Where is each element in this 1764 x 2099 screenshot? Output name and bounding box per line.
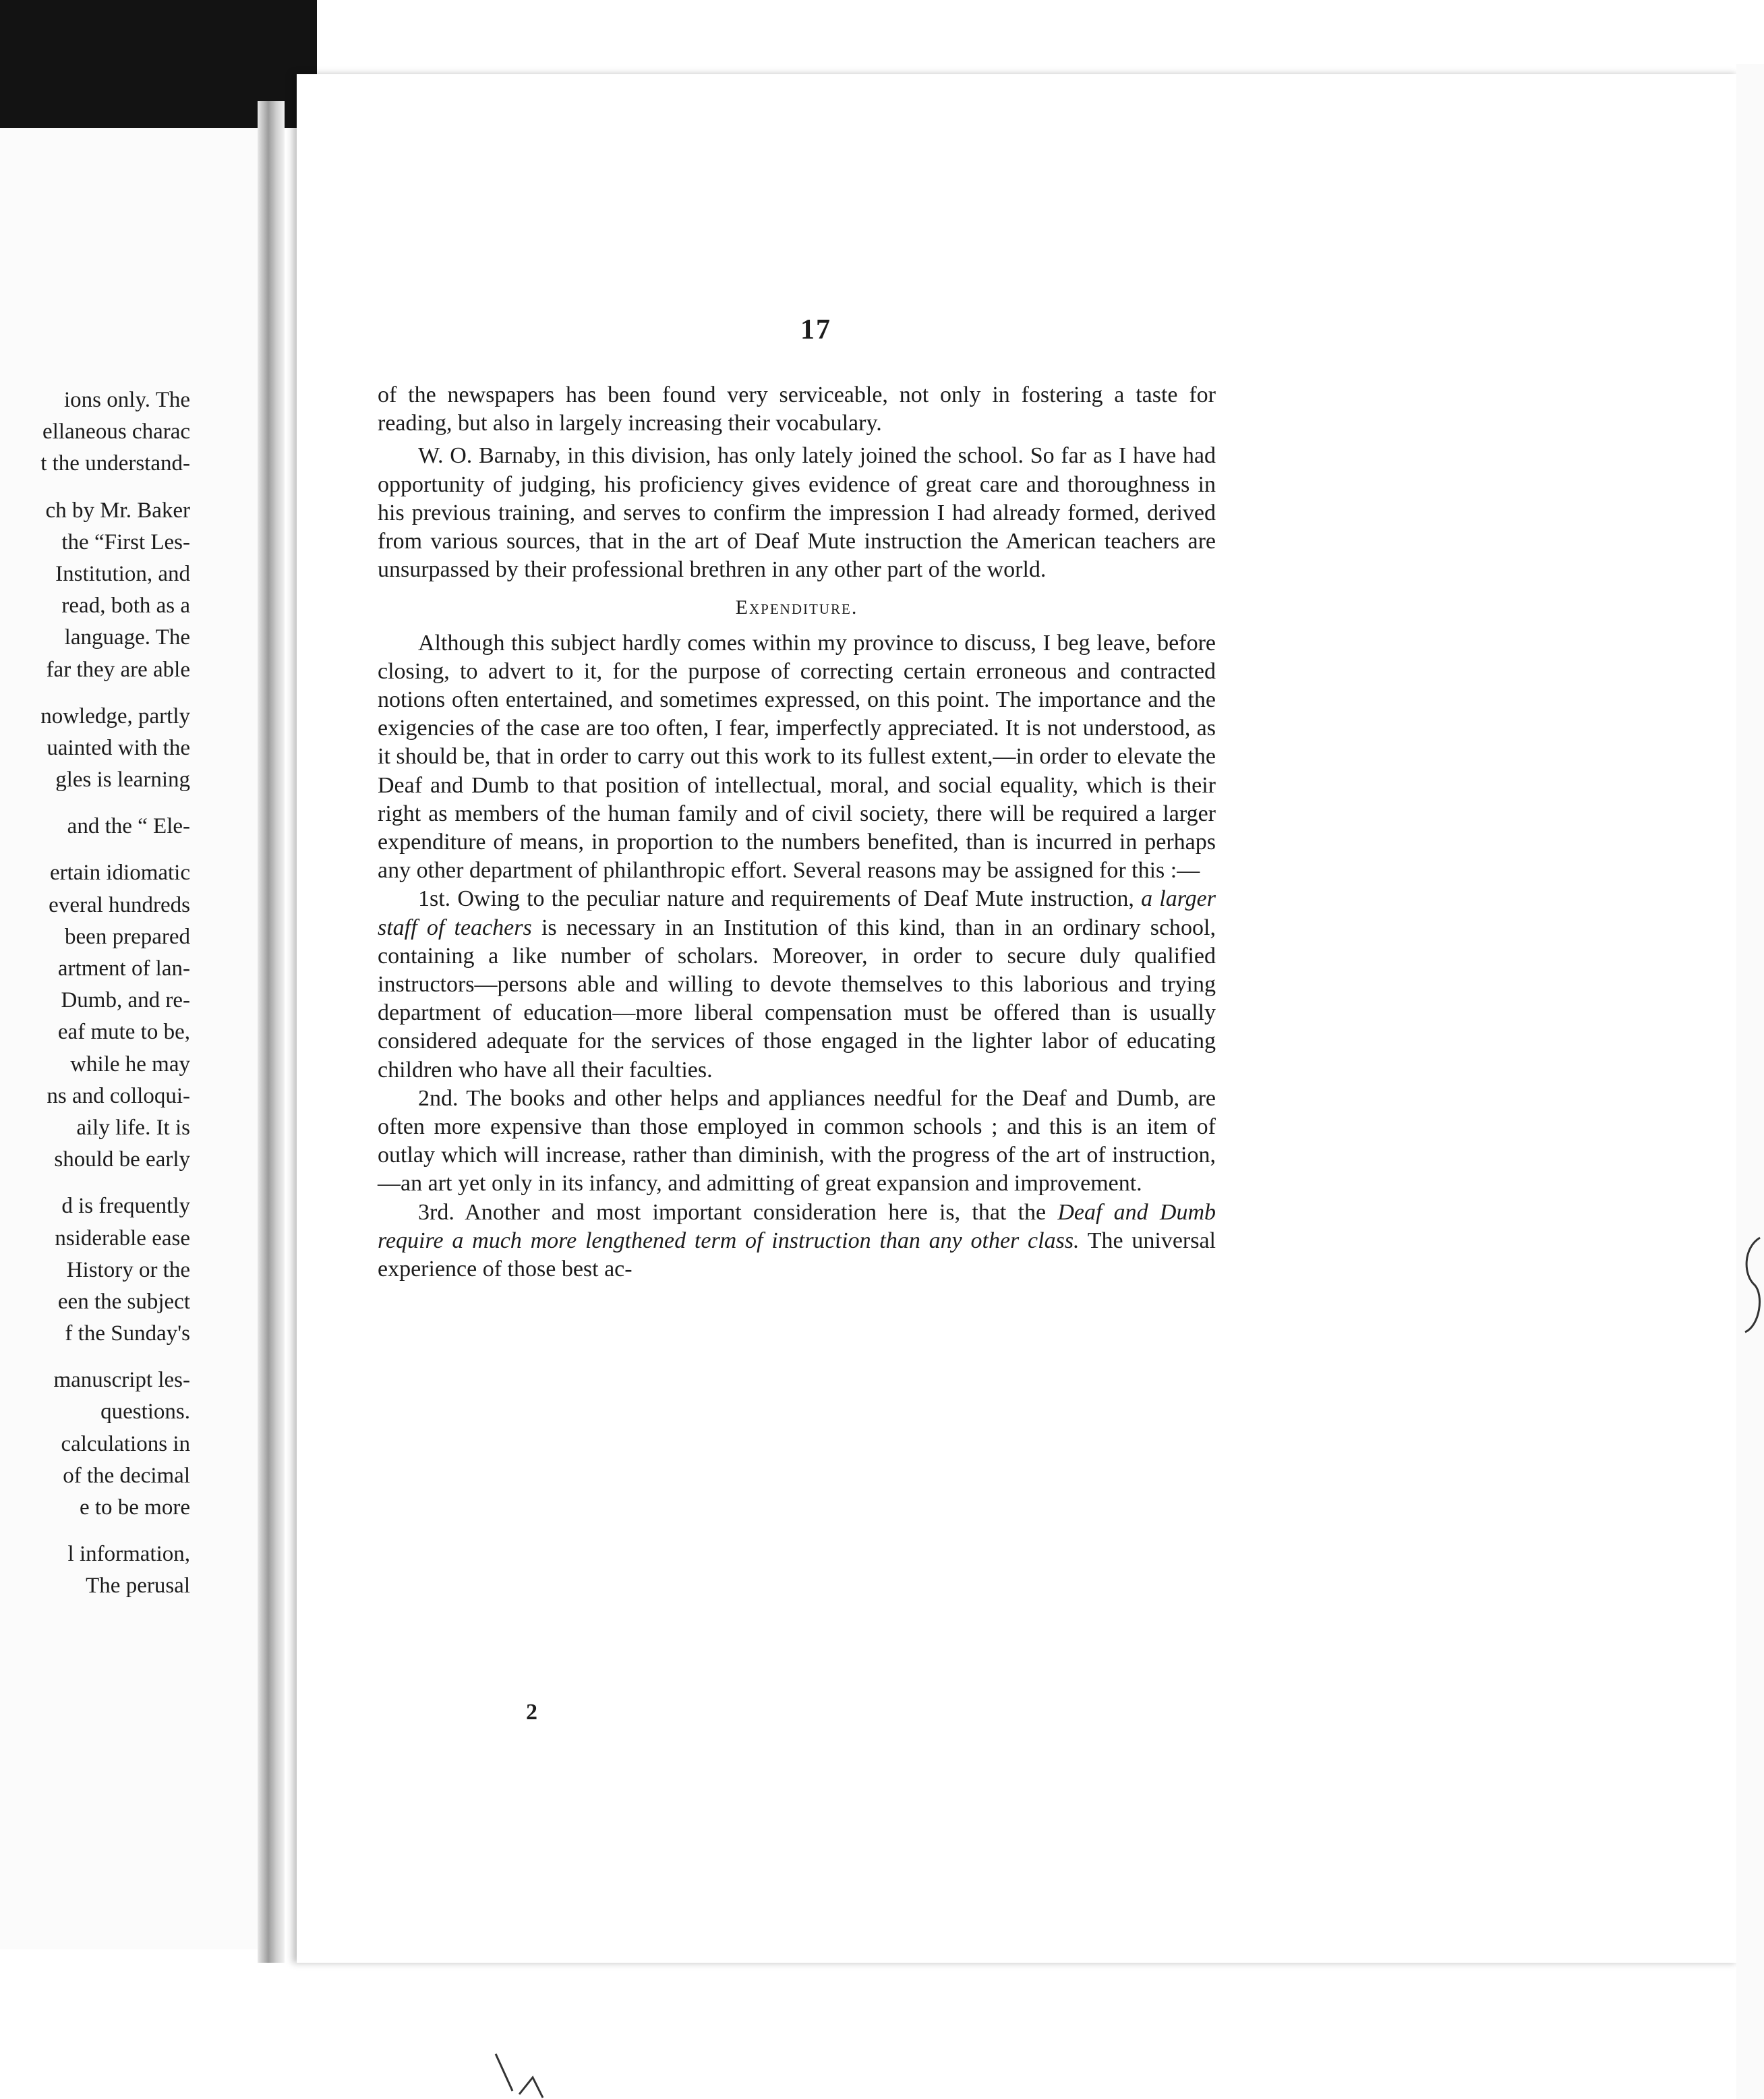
previous-page-text <box>0 384 190 1603</box>
previous-page-line: ertain idiomatic <box>49 861 190 886</box>
line-gap <box>0 796 190 811</box>
previous-page-line: e to be more <box>79 1495 190 1520</box>
previous-page-line: een the subject <box>57 1289 190 1314</box>
paragraph: of the newspapers has been found very serviceable, not only in fostering a taste for reading, but also in largely increasing their vocabulary. <box>378 382 1216 436</box>
previous-page-line: Dumb, and re- <box>61 988 190 1013</box>
previous-page-line: gles is learning <box>55 768 190 793</box>
previous-page-line: The perusal <box>86 1574 190 1599</box>
previous-page-line: ns and colloqui- <box>47 1083 190 1108</box>
previous-page-line: ch by Mr. Baker <box>45 498 190 523</box>
previous-page-line: should be early <box>54 1147 190 1172</box>
previous-page-line: calculations in <box>61 1431 190 1456</box>
previous-page-line: d is frequently <box>61 1194 190 1219</box>
signature-mark: 2 <box>526 1700 537 1725</box>
page-edge <box>1736 64 1764 2099</box>
previous-page-line: been prepared <box>65 924 190 949</box>
previous-page-line: nowledge, partly <box>40 703 190 728</box>
previous-page-line: read, both as a <box>61 594 190 619</box>
previous-page-line: History or the <box>66 1257 190 1282</box>
italic-emphasis: Deaf and Dumb require a much more lengthened term of instruction than any other class. <box>378 1199 1216 1253</box>
previous-page-line: language. The <box>64 625 190 650</box>
previous-page-line: the “First Les- <box>61 529 190 554</box>
previous-page-line: eaf mute to be, <box>57 1020 190 1045</box>
previous-page-line: everal hundreds <box>49 892 190 917</box>
paragraph-lead: 1st. Owing to the peculiar nature and requirements of Deaf Mute instruction, <box>418 886 1142 912</box>
book-gutter <box>258 101 285 1963</box>
paragraph: Although this subject hardly comes within my province to discuss, I beg leave, before closing, to advert to it, for the purpose of correcting certain erroneous and contracted notions often entertained, and sometimes expressed, on this point. The importance and the exigencies of the case are too often, I fear, imperfectly appreciated. It is not understood, as it should be, that in order to carry out this work to its fullest extent,—in order to elevate the Deaf and Dumb to that position of intellectual, moral, and social equality, which is their right as members of the human family and of civil society, there will be required a larger expenditure of means, in proportion to the numbers benefited, than is incurred in perhaps any other department of philanthropic effort. Several reasons may be assigned for this :— <box>378 630 1216 884</box>
margin-bracket-mark <box>1740 1234 1764 1335</box>
previous-page-line: artment of lan- <box>57 956 190 981</box>
paragraph <box>378 885 1216 1084</box>
previous-page-line: while he may <box>70 1052 190 1076</box>
line-gap <box>0 842 190 857</box>
section-heading: Expenditure. <box>735 596 858 619</box>
previous-page-line: ions only. The <box>64 388 190 412</box>
previous-page-line: uainted with the <box>47 735 190 760</box>
page-body <box>378 381 1216 1284</box>
previous-page-line: of the decimal <box>63 1463 190 1488</box>
previous-page <box>0 128 283 1949</box>
previous-page-line: manuscript les- <box>53 1368 190 1393</box>
previous-page-line: and the “ Ele- <box>67 814 190 839</box>
paragraph-rest: is necessary in an Institution of this kind, than in an ordinary school, containing a like number of scholars. Moreover, in order to secure duly qualified instructors—persons able and willing to devote themselves to this laborious and trying department of education—more liberal compensation must be offered than is usually considered adequate for the services of those engaged in the lighter labor of educating children who have all their faculties. <box>378 915 1216 1083</box>
italic-emphasis: a larger staff of teachers <box>378 886 1216 940</box>
paragraph-lead: 3rd. Another and most important consideration here is, that the <box>418 1199 1058 1225</box>
previous-page-line: aily life. It is <box>76 1115 190 1140</box>
previous-page-line: questions. <box>100 1400 190 1425</box>
line-gap <box>0 1350 190 1364</box>
previous-page-line: nsiderable ease <box>55 1226 190 1250</box>
paragraph <box>378 1199 1216 1284</box>
previous-page-line: far they are able <box>46 657 190 682</box>
line-gap <box>0 1524 190 1539</box>
paragraph: W. O. Barnaby, in this division, has only lately joined the school. So far as I have had opportunity of judging, his proficiency gives evidence of great care and thoroughness in his previous training, and serves to confirm the impression I had already formed, derived from various sources, that in the art of Deaf Mute instruction the American teachers are unsurpassed by their professional brethren in any other part of the world. <box>378 443 1216 583</box>
scan-debris-mark <box>492 2050 573 2099</box>
previous-page-line: t the understand- <box>40 451 190 476</box>
previous-page-line: Institution, and <box>55 561 190 586</box>
line-gap <box>0 480 190 495</box>
page-number: 17 <box>800 314 831 345</box>
line-gap <box>0 1176 190 1190</box>
previous-page-line: f the Sunday's <box>65 1321 190 1346</box>
paragraph: 2nd. The books and other helps and appliances needful for the Deaf and Dumb, are often more expensive than those employed in common schools ; and this is an item of outlay which will increase, rather than diminish, with the progress of the art of instruction,—an art yet only in its infancy, and admitting of great expansion and improvement. <box>378 1085 1216 1197</box>
previous-page-line: ellaneous charac <box>42 420 190 444</box>
line-gap <box>0 686 190 701</box>
paragraph-rest: The universal experience of those best ac- <box>378 1228 1216 1282</box>
previous-page-line: l information, <box>67 1542 190 1567</box>
